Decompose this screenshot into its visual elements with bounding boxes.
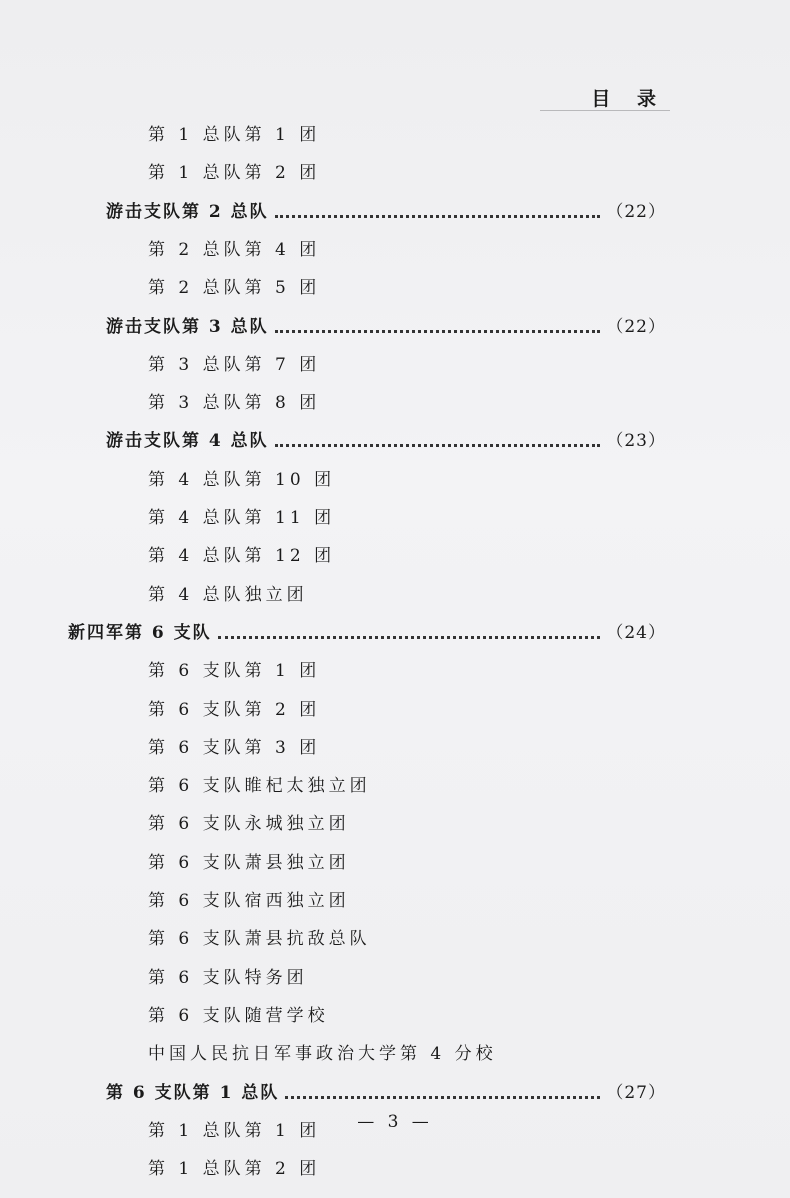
toc-entry-page: （22） [606,202,666,222]
toc-subentry: 第 6 支队永城独立团 [148,814,350,834]
toc-entry-title: 游击支队第 4 总队 [106,431,269,451]
toc-subentry: 第 6 支队第 2 团 [148,700,321,720]
toc-entry-page: （22） [606,317,666,337]
dot-leader [275,330,601,333]
toc-subentry: 第 2 总队第 5 团 [148,278,321,298]
toc-subentry: 第 1 总队第 2 团 [148,1159,321,1179]
dot-leader [285,1096,600,1099]
toc-subentry: 第 1 总队第 1 团 [148,125,321,145]
toc-entry-title: 新四军第 6 支队 [68,623,212,643]
toc-subentry: 第 3 总队第 8 团 [148,393,321,413]
page-number: — 3 — [357,1112,433,1132]
toc-entry [106,197,666,227]
dot-leader [275,444,601,447]
toc-subentry: 第 6 支队萧县抗敌总队 [148,929,371,949]
toc-subentry: 第 6 支队宿西独立团 [148,891,350,911]
toc-entry [106,426,666,456]
toc-subentry: 第 1 总队第 2 团 [148,163,321,183]
toc-subentry: 第 6 支队第 3 团 [148,738,321,758]
running-head: 目 录 [591,88,666,110]
toc-entry-page: （23） [606,431,666,451]
dot-leader [275,215,601,218]
header-rule [540,110,670,111]
toc-subentry: 第 6 支队睢杞太独立团 [148,776,371,796]
toc-subentry: 第 4 总队独立团 [148,585,308,605]
toc-subentry: 第 3 总队第 7 团 [148,355,321,375]
dot-leader [218,636,601,639]
toc-entry-title: 游击支队第 2 总队 [106,202,269,222]
toc-entry-page: （27） [606,1083,666,1103]
toc-subentry: 第 1 总队第 1 团 [148,1121,321,1141]
toc-entry [106,312,666,342]
toc-entry-title: 第 6 支队第 1 总队 [106,1083,280,1103]
toc-subentry: 第 6 支队特务团 [148,968,308,988]
toc-subentry: 第 4 总队第 10 团 [148,470,336,490]
toc-subentry: 第 6 支队萧县独立团 [148,853,350,873]
toc-entry-page: （24） [606,623,666,643]
toc-entry-title: 游击支队第 3 总队 [106,317,269,337]
toc-entry [68,618,666,648]
toc-subentry: 第 6 支队第 1 团 [148,661,321,681]
toc-entry [106,1078,666,1108]
toc-subentry: 第 4 总队第 12 团 [148,546,336,566]
toc-subentry: 中国人民抗日军事政治大学第 4 分校 [148,1044,497,1064]
toc-subentry: 第 4 总队第 11 团 [148,508,336,528]
toc-subentry: 第 6 支队随营学校 [148,1006,329,1026]
toc-subentry: 第 2 总队第 4 团 [148,240,321,260]
